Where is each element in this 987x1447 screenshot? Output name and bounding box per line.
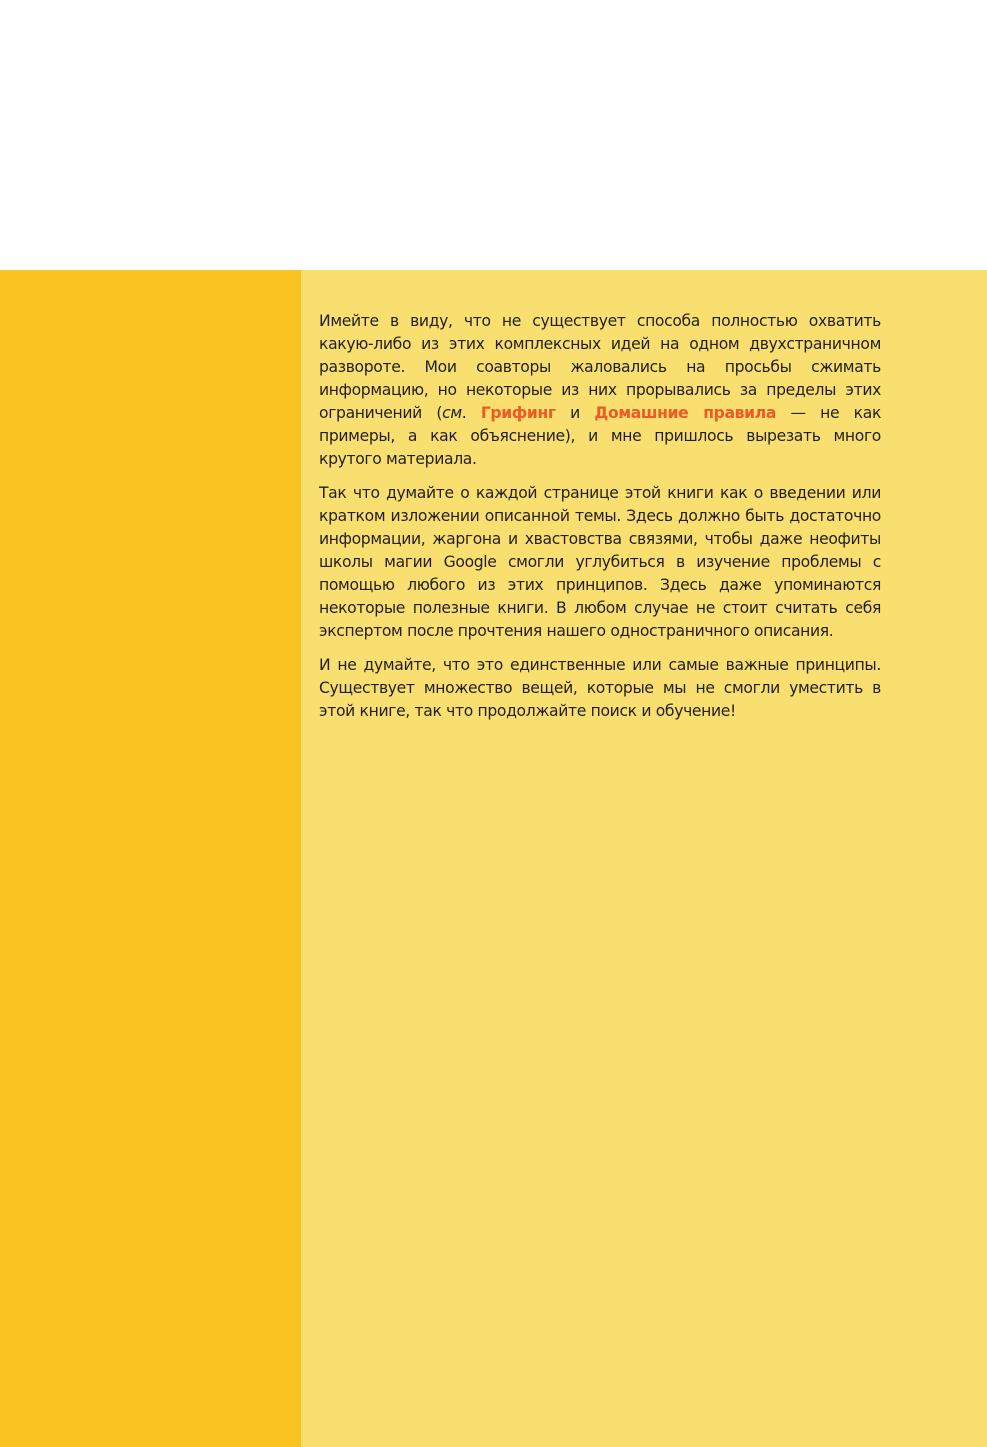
paragraph-1-text: и [555,404,595,422]
body-text [319,310,881,734]
paragraph-1 [319,310,881,471]
paragraph-1-text: Имейте в виду, что не существует способа полностью охватить какую-либо из этих комплексных идей на одном двухстраничном развороте. Мои соавторы жаловались на просьбы сжимать информацию, но некоторые из них прорывались за пределы этих ограничений ( [319,312,881,422]
left-color-band [0,270,301,1447]
paragraph-3: И не думайте, что это единственные или самые важные принципы. Существует множество вещей, которые мы не смогли уместить в этой книге, так что продолжайте поиск и обучение! [319,656,881,720]
see-abbreviation: см [442,404,462,422]
cross-reference-link-grifing[interactable]: Грифинг [480,404,556,422]
paragraph-1-text: . [461,404,481,422]
paragraph-1-text: — не как примеры, а как объяснение), и мне пришлось вырезать много крутого материала. [319,404,882,468]
paragraph-2: Так что думайте о каждой странице этой книги как о введении или кратком изложении описанной темы. Здесь должно быть достаточно информации, жаргона и хвастовства связями, чтобы даже неофиты школы магии Google смогли углубиться в изучение проблемы с помощью любого из этих принципов. Здесь даже упоминаются некоторые полезные книги. В любом случае не стоит считать себя экспертом после прочтения нашего одностраничного описания. [319,484,881,640]
cross-reference-link-house-rules[interactable]: Домашние правила [594,404,776,422]
